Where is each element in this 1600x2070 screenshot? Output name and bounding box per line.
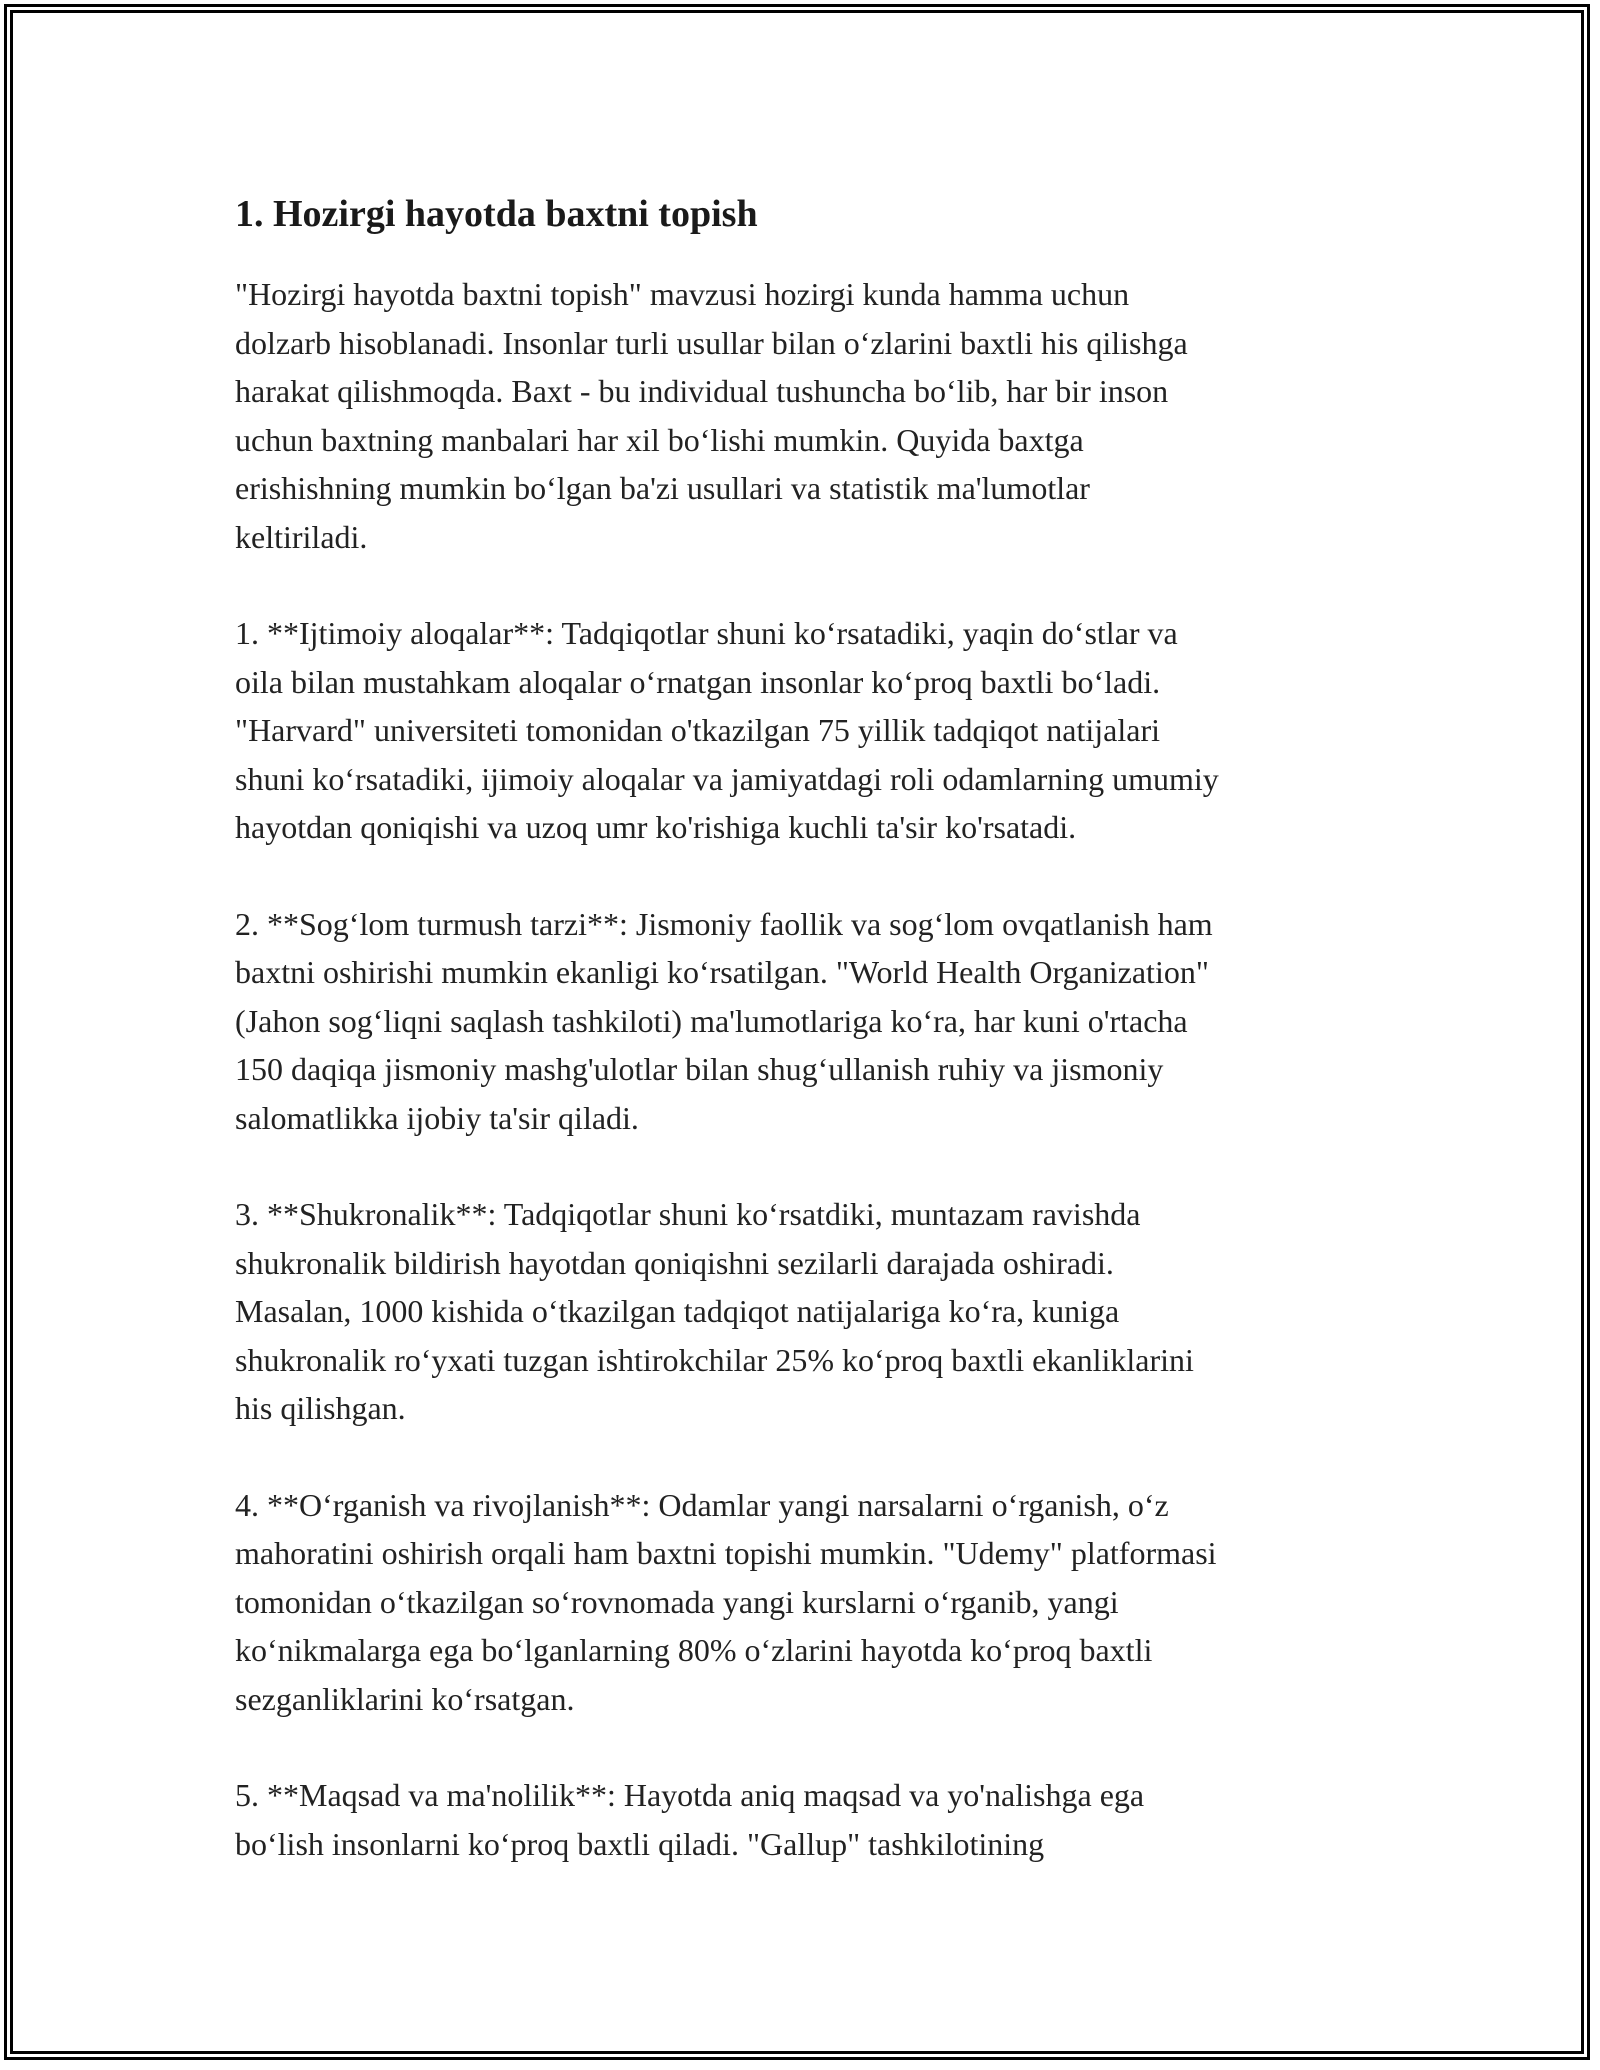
document-page [235,186,1375,1916]
paragraph-gratitude: 3. **Shukronalik**: Tadqiqotlar shuni ko‘rsatdiki, muntazam ravishda shukronalik bildirish hayotdan qoniqishni sezilarli darajada oshiradi. Masalan, 1000 kishida o‘tkazilgan tadqiqot natijalariga ko‘ra, kuniga shukronalik ro‘yxati tuzgan ishtirokchilar 25% ko‘proq baxtli ekanliklarini his qilishgan. [235,1196,1194,1426]
paragraph-purpose: 5. **Maqsad va ma'nolilik**: Hayotda aniq maqsad va yo'nalishga ega bo‘lish insonlarni ko‘proq baxtli qiladi. "Gallup" tashkilotining [235,1777,1145,1862]
section-heading: 1. Hozirgi hayotda baxtni topish [235,193,758,235]
intro-paragraph: "Hozirgi hayotda baxtni topish" mavzusi hozirgi kunda hamma uchun dolzarb hisoblanadi. Insonlar turli usullar bilan o‘zlarini baxtli his qilishga harakat qilishmoqda. Baxt - bu individual tushuncha bo‘lib, har bir inson uchun baxtning manbalari har xil bo‘lishi mumkin. Quyida baxtga erishishning mumkin bo‘lgan ba'zi usullari va statistik ma'lumotlar keltiriladi. [235,276,1188,555]
paragraph-healthy-lifestyle: 2. **Sog‘lom turmush tarzi**: Jismoniy faollik va sog‘lom ovqatlanish ham baxtni oshirishi mumkin ekanligi ko‘rsatilgan. "World Health Organization" (Jahon sog‘liqni saqlash tashkiloti) ma'lumotlariga ko‘ra, har kuni o'rtacha 150 daqiqa jismoniy mashg'ulotlar bilan shug‘ullanish ruhiy va jismoniy salomatlikka ijobiy ta'sir qiladi. [235,905,1213,1136]
paragraph-learning: 4. **O‘rganish va rivojlanish**: Odamlar yangi narsalarni o‘rganish, o‘z mahoratini oshirish orqali ham baxtni topishi mumkin. "Udemy" platformasi tomonidan o‘tkazilgan so‘rovnomada yangi kurslarni o‘rganib, yangi ko‘nikmalarga ega bo‘lganlarning 80% o‘zlarini hayotda ko‘proq baxtli sezganliklarini ko‘rsatgan. [235,1486,1217,1717]
paragraph-social-connections: 1. **Ijtimoiy aloqalar**: Tadqiqotlar shuni ko‘rsatadiki, yaqin do‘stlar va oila bilan mustahkam aloqalar o‘rnatgan insonlar ko‘proq baxtli bo‘ladi. "Harvard" universiteti tomonidan o'tkazilgan 75 yillik tadqiqot natijalari shuni ko‘rsatadiki, ijimoiy aloqalar va jamiyatdagi roli odamlarning umumiy hayotdan qoniqishi va uzoq umr ko'rishiga kuchli ta'sir ko'rsatadi. [235,615,1219,845]
